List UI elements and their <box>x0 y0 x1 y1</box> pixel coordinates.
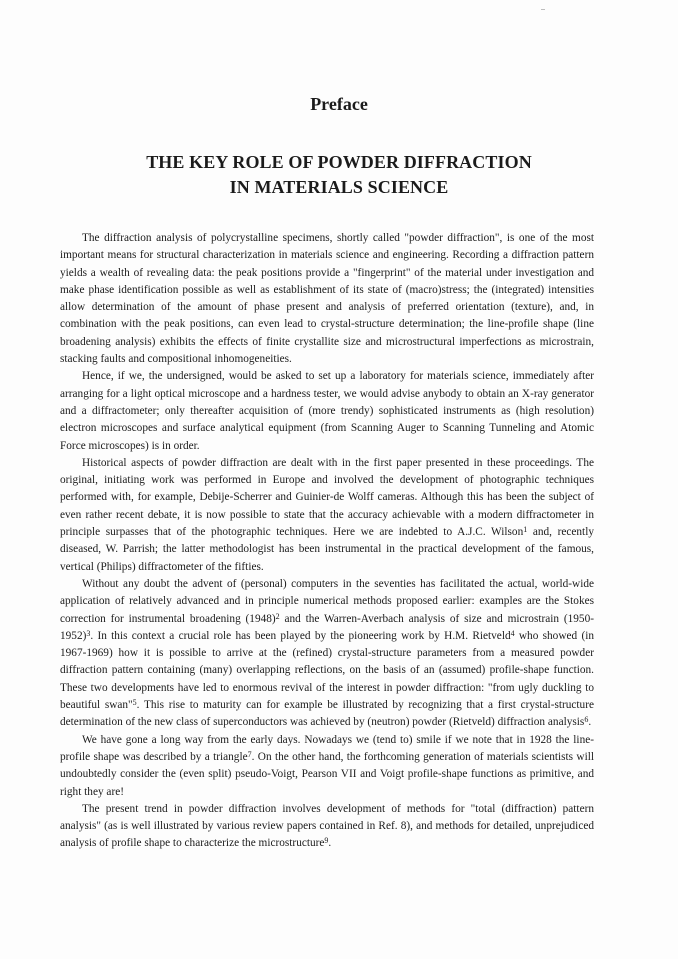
ref-9: 9 <box>324 836 329 846</box>
ref-1: 1 <box>523 525 528 535</box>
paragraph-4-text: . <box>588 716 592 729</box>
paragraph-4-text: . This rise to maturity can for example be illustrated by recognizing that a first crystal-structure determination of the new class of superconductors was achieved by (neutron) powder (Rietveld) diffraction analysis <box>60 699 594 729</box>
ref-5: 5 <box>132 698 137 708</box>
paragraph-5-text: . On the other hand, the forthcoming generation of materials scientists will undoubtedly consider the (even split) pseudo-Voigt, Pearson VII and Voigt profile-shape functions as primitive, and right they are! <box>60 750 595 798</box>
paragraph-4-text: Without any doubt the advent of (personal) computers in the seventies has facilitated the actual, world-wide application of relatively advanced and in principle numerical methods proposed earlier: examples are the Stokes correction for instrumental broadening (1948) <box>60 577 594 625</box>
page-title <box>0 150 678 200</box>
paragraph-3-text: and, recently diseased, W. Parrish; the latter methodologist has been instrumental in the practical development of the famous, vertical (Philips) diffractometer of the fifties. <box>60 526 594 573</box>
paragraph-4-text: who showed (in 1967-1969) how it is possible to arrive at the (refined) crystal-structure parameters from a measured powder diffraction pattern containing (many) overlapping reflections, on the basis of an (assumed) profile-shape function. These two developments have led to enormous revival of the interest in powder diffraction: "from ugly duckling to beautiful swan" <box>60 629 594 712</box>
paragraph-6 <box>60 801 594 853</box>
paragraph-4-text: . In this context a crucial role has been played by the pioneering work by H.M. Rietveld <box>90 629 511 642</box>
paragraph-1: The diffraction analysis of polycrystalline specimens, shortly called "powder diffraction", is one of the most important means for structural characterization in materials science and engineering. Recording a diffraction pattern yields a wealth of revealing data: the peak positions provide a "fingerprint" of the material under investigation and make phase identification possible as well as establishment of its state of (macro)stress; the (integrated) intensities allow determination of the amount of phase present and analysis of preferred orientation (texture), and, in combination with the peak positions, can even lead to crystal-structure determination; the line-profile shape (line broadening analysis) exhibits the effects of finite crystallite size and microstructural imperfections as microstrain, stacking faults and compositional inhomogeneities. <box>60 232 594 366</box>
paragraph-5-text: We have gone a long way from the early days. Nowadays we (tend to) smile if we note that in 1928 the line-profile shape was described by a triangle <box>60 733 594 763</box>
paragraph-2: Hence, if we, the undersigned, would be asked to set up a laboratory for materials science, immediately after arranging for a light optical microscope and a hardness tester, we would advise anybody to obtain an X-ray generator and a diffractometer; only thereafter acquisition of (more trendy) sophisticated instruments as (high resolution) electron microscopes and surface analytical equipment (from Scanning Auger to Scanning Tunneling and Atomic Force microscopes) is in order. <box>60 370 594 452</box>
title-line-1: THE KEY ROLE OF POWDER DIFFRACTION <box>146 152 532 172</box>
body-text <box>60 230 594 853</box>
paragraph-3 <box>60 455 594 576</box>
ref-3: 3 <box>86 628 91 638</box>
paragraph-4-text: and the Warren-Averbach analysis of size and microstrain (1950-1952) <box>60 612 594 642</box>
paragraph-6-text: . <box>328 837 332 850</box>
preface-heading: Preface <box>310 94 368 114</box>
ref-7: 7 <box>247 749 252 759</box>
scan-mark <box>541 9 545 10</box>
paragraph-3-text: Historical aspects of powder diffraction are dealt with in the first paper presented in these proceedings. The original, initiating work was performed in Europe and involved the development of photographic techniques performed with, for example, Debije-Scherrer and Guinier-de Wolff cameras. Although this has been the subject of even rather recent debate, it is now possible to state that the accuracy achievable with a modern diffractometer in principle surpasses that of the photographic techniques. Here we are indebted to A.J.C. Wilson <box>60 456 594 539</box>
title-line-2: IN MATERIALS SCIENCE <box>229 177 449 197</box>
ref-2: 2 <box>275 611 280 621</box>
paragraph-5 <box>60 732 594 801</box>
ref-4: 4 <box>510 628 515 638</box>
ref-6: 6 <box>584 715 589 725</box>
paragraph-6-text: The present trend in powder diffraction involves development of methods for "total (diffraction) pattern analysis" (as is well illustrated by various review papers contained in Ref. 8), and methods for detailed, unprejudiced analysis of profile shape to characterize the microstructure <box>60 802 594 850</box>
paragraph-4 <box>60 576 594 732</box>
